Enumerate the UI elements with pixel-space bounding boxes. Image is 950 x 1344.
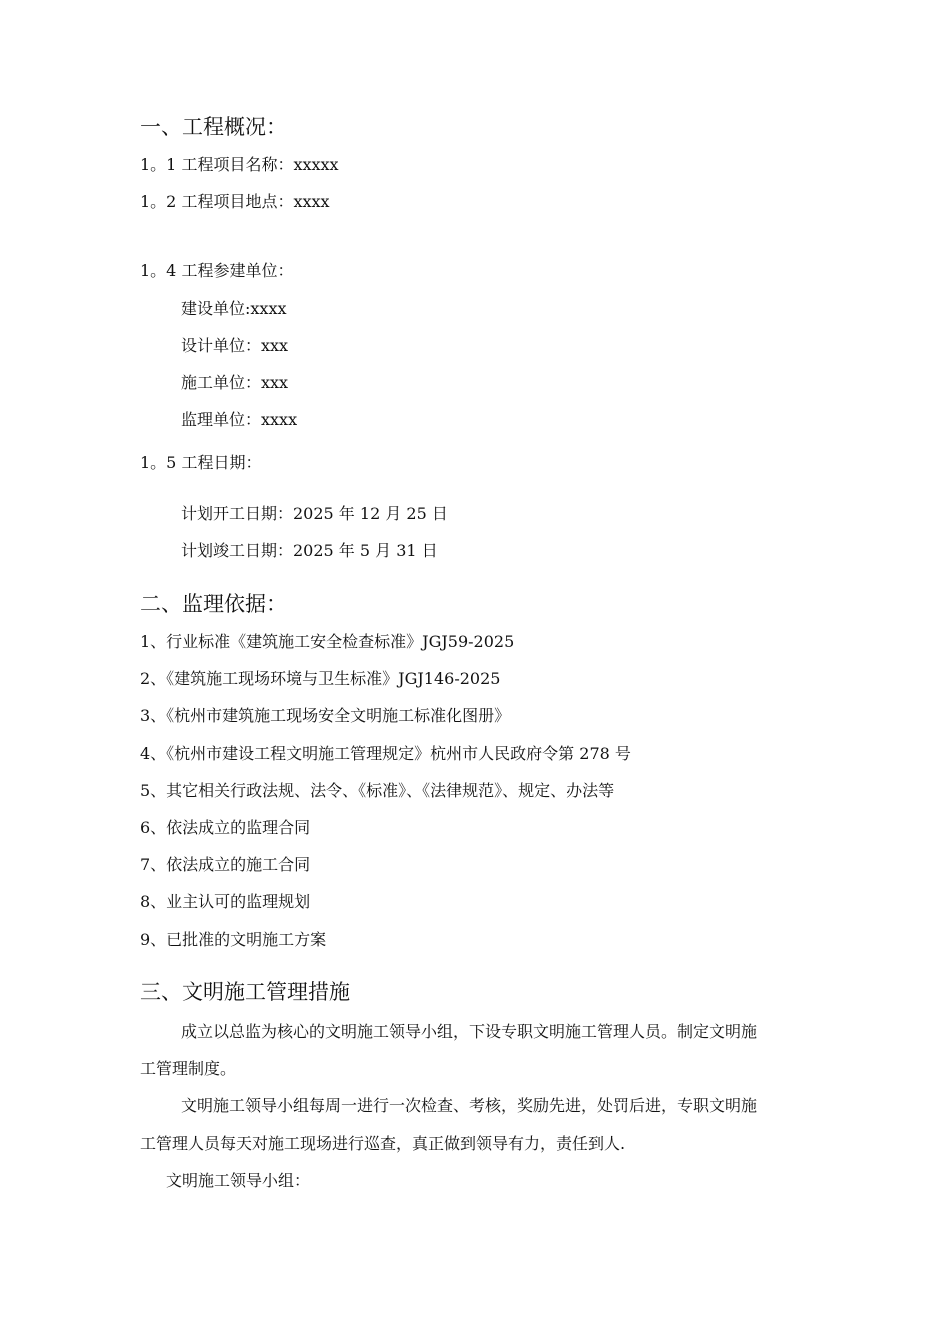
section2-heading: 二、监理依据： — [140, 592, 287, 616]
section3-heading: 三、文明施工管理措施 — [140, 980, 350, 1004]
measures-paragraph-2-line-1: 文明施工领导小组每周一进行一次检查、考核，奖励先进，处罚后进，专职文明施 — [181, 1096, 758, 1115]
basis-item-9: 9、已批准的文明施工方案 — [140, 930, 327, 949]
participating-units-line: 1。4 工程参建单位： — [140, 261, 294, 280]
unit-design: 设计单位：xxx — [181, 336, 289, 355]
measures-paragraph-2-line-2: 工管理人员每天对施工现场进行巡查，真正做到领导有力，责任到人. — [140, 1134, 626, 1153]
section1-heading: 一、工程概况： — [140, 115, 287, 139]
measures-paragraph-1-line-1: 成立以总监为核心的文明施工领导小组，下设专职文明施工管理人员。制定文明施 — [181, 1022, 758, 1041]
basis-item-3: 3、《杭州市建筑施工现场安全文明施工标准化图册》 — [140, 706, 511, 725]
planned-completion-date: 计划竣工日期：2025 年 5 月 31 日 — [181, 541, 438, 560]
basis-item-5: 5、其它相关行政法规、法令、《标准》、《法律规范》、规定、办法等 — [140, 781, 615, 800]
basis-item-1: 1、行业标准《建筑施工安全检查标准》JGJ59-2025 — [140, 632, 515, 651]
unit-contractor: 施工单位：xxx — [181, 373, 289, 392]
project-dates-line: 1。5 工程日期： — [140, 453, 262, 472]
basis-item-6: 6、依法成立的监理合同 — [140, 818, 311, 837]
basis-item-4: 4、《杭州市建设工程文明施工管理规定》杭州市人民政府令第 278 号 — [140, 744, 631, 763]
basis-item-7: 7、依法成立的施工合同 — [140, 855, 311, 874]
project-location-line: 1。2 工程项目地点：xxxx — [140, 192, 330, 211]
basis-item-2: 2、《建筑施工现场环境与卫生标准》JGJ146-2025 — [140, 669, 501, 688]
basis-item-8: 8、业主认可的监理规划 — [140, 892, 311, 911]
project-name-line: 1。1 工程项目名称：xxxxx — [140, 155, 339, 174]
measures-paragraph-1-line-2: 工管理制度。 — [140, 1059, 237, 1078]
leadership-group-label: 文明施工领导小组： — [166, 1171, 311, 1190]
planned-start-date: 计划开工日期：2025 年 12 月 25 日 — [181, 504, 448, 523]
unit-construction-owner: 建设单位:xxxx — [181, 299, 287, 318]
unit-supervision: 监理单位：xxxx — [181, 410, 298, 429]
